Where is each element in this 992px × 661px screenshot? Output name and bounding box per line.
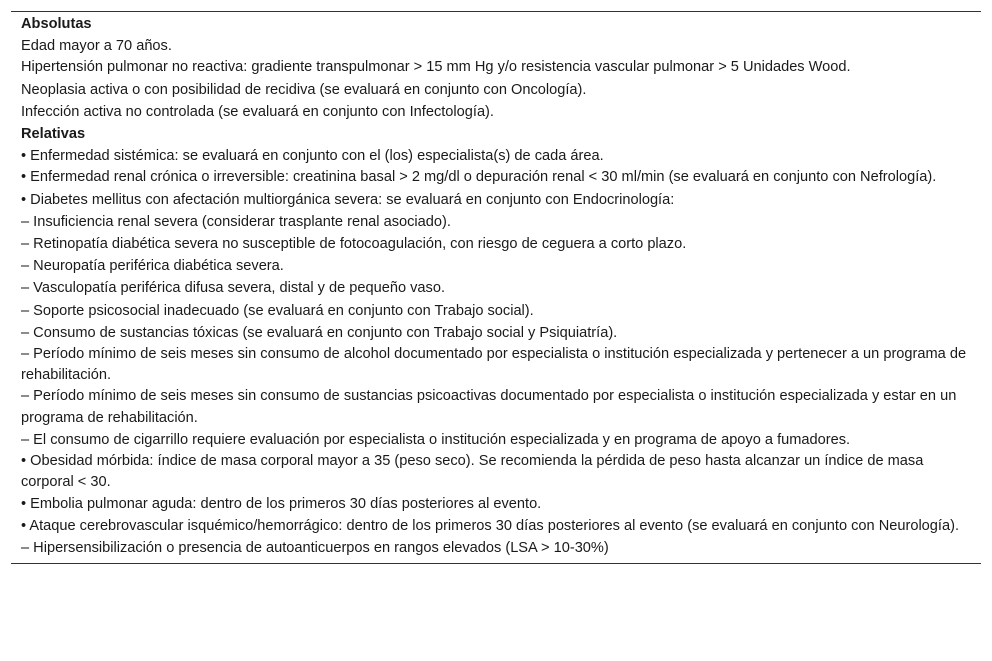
section-heading-absolutas: Absolutas — [21, 16, 92, 32]
table-row: – Neuropatía periférica diabética severa. — [21, 258, 284, 275]
table-row: • Enfermedad renal crónica o irreversible: creatinina basal > 2 mg/dl o depuración renal < 30 ml/min (se evaluará en conjunto con Nefrología). — [21, 169, 937, 186]
table-row: – Vasculopatía periférica difusa severa, distal y de pequeño vaso. — [21, 280, 446, 297]
table-row: – El consumo de cigarrillo requiere evaluación por especialista o institución especializada y en programa de apoyo a fumadores. — [21, 431, 851, 448]
table-row: – Soporte psicosocial inadecuado (se evaluará en conjunto con Trabajo social). — [21, 302, 534, 319]
table-row: Edad mayor a 70 años. — [21, 38, 172, 55]
table-row: • Ataque cerebrovascular isquémico/hemorrágico: dentro de los primeros 30 días posteriores al evento (se evaluará en conjunto con Neurología). — [21, 517, 960, 534]
table-row: – Consumo de sustancias tóxicas (se evaluará en conjunto con Trabajo social y Psiquiatría). — [21, 324, 618, 341]
table-row: Infección activa no controlada (se evaluará en conjunto con Infectología). — [21, 103, 494, 120]
table-row: – Período mínimo de seis meses sin consumo de sustancias psicoactivas documentado por especialista o institución especializada y estar en un programa de rehabilitación. — [21, 388, 957, 426]
table-row: • Obesidad mórbida: índice de masa corporal mayor a 35 (peso seco). Se recomienda la pérdida de peso hasta alcanzar un índice de masa corporal < 30. — [21, 453, 924, 491]
table-row: • Enfermedad sistémica: se evaluará en conjunto con el (los) especialista(s) de cada área. — [21, 148, 604, 165]
table-row: • Diabetes mellitus con afectación multiorgánica severa: se evaluará en conjunto con Endocrinología: — [21, 191, 675, 208]
table-row: Hipertensión pulmonar no reactiva: gradiente transpulmonar > 15 mm Hg y/o resistencia vascular pulmonar > 5 Unidades Wood. — [21, 59, 851, 76]
table-row: – Insuficiencia renal severa (considerar trasplante renal asociado). — [21, 213, 451, 230]
table-row: • Embolia pulmonar aguda: dentro de los primeros 30 días posteriores al evento. — [21, 496, 542, 513]
table-row: Neoplasia activa o con posibilidad de recidiva (se evaluará en conjunto con Oncología). — [21, 81, 587, 98]
section-heading-relativas: Relativas — [21, 126, 86, 143]
contraindications-table — [11, 11, 981, 564]
table-row: – Hipersensibilización o presencia de autoanticuerpos en rangos elevados (LSA > 10-30%) — [21, 539, 609, 556]
table-row: – Retinopatía diabética severa no susceptible de fotocoagulación, con riesgo de ceguera a corto plazo. — [21, 236, 687, 253]
table-row: – Período mínimo de seis meses sin consumo de alcohol documentado por especialista o institución especializada y pertenecer a un programa de rehabilitación. — [21, 346, 967, 384]
